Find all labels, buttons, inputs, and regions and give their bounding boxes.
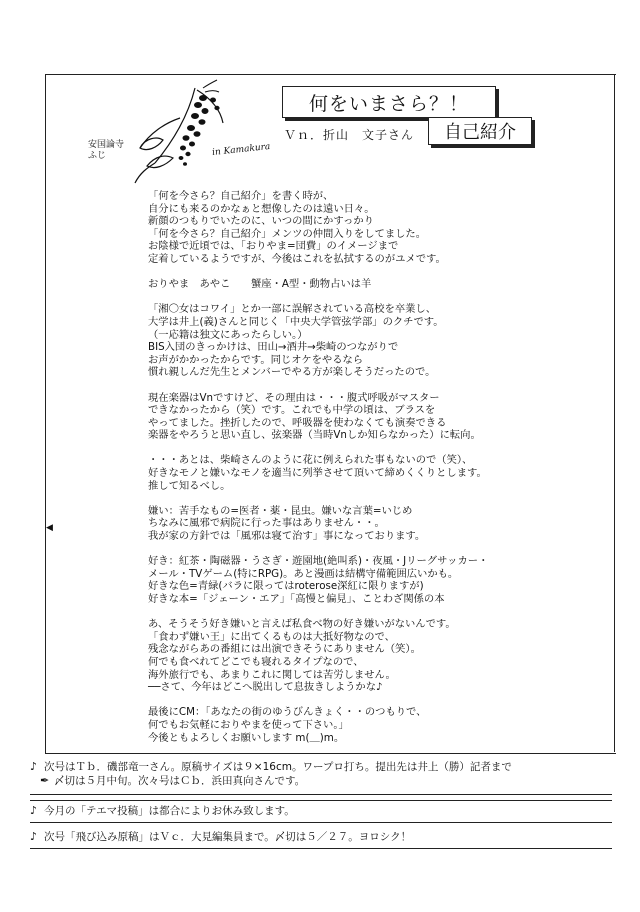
body-paragraph [148,190,608,266]
body-paragraph [148,555,608,605]
body-paragraph [148,618,608,694]
body-line: ・・・あとは、柴崎さんのように花に例えられた事もないので（笑）、 [148,454,473,467]
body-line: 定着しているようですが、今後はこれを払拭するのがユメです。 [148,252,446,265]
title-line1: 何をいまさら？！ [308,92,469,115]
body-line: できなかったから（笑）です。これでも中学の頃は、ブラスを [148,404,436,417]
body-line: あ、そうそう好き嫌いと言えば私食べ物の好き嫌いがないんです。 [148,618,456,631]
body-line: 好き：紅茶・陶磁器・うさぎ・遊園地(絶叫系)・夜風・Jリーグサッカー・ [148,555,489,568]
body-line: メール・TVゲーム(特にRPG)。あと漫画は結構守備範囲広いかも。 [148,567,459,580]
notice-theme-post [30,800,612,823]
body-line: お声がかかったからです。同じオケをやるなら [148,353,364,366]
body-line: ちなみに風邪で病院に行った事はありません・・。 [148,517,385,530]
notice-next-issue-line1 [30,760,612,774]
body-paragraph [148,392,608,442]
title-box-sub [428,117,532,145]
article-body [148,190,608,757]
body-line: 何でも食べれてどこでも寝れるタイプなので、 [148,655,364,668]
signature-left-line1: 安国論寺 [88,140,125,150]
body-line: 最後にCM：「あなたの街のゆうびんきょく・・のつもりで、 [148,706,427,719]
body-line: やってました。挫折したので、呼吸器を使わなくても演奏できる [148,416,447,429]
title-line2: 自己紹介 [444,122,516,143]
wisteria-illustration [85,78,285,188]
body-line: 好きな本=「ジェーン・エア」「高慢と偏見」、ことわざ関係の本 [148,593,445,605]
signature-right: in Kamakura [211,141,271,159]
body-line: 新顔のつもりでいたのに、いつの間にかすっかり [148,215,374,228]
body-line: （一応籍は独文にあったらしい。） [148,328,308,341]
body-paragraph [148,303,608,379]
side-marker: ◀ [46,523,53,533]
body-line: 「食わず嫌い王」に出てくるものは大抵好物なので、 [148,630,395,643]
pen-icon: ✒ [40,774,50,787]
body-line: 残念ながらあの番組には出演できそうにありません（笑）。 [148,643,421,656]
notice-drop-in-text: 次号「飛び込み原稿」はＶｃ．大見編集員まで。〆切は５／２７。ヨロシク！ [44,831,412,843]
body-line: 楽器をやろうと思い直し、弦楽器（当時Vnしか知らなかった）に転向。 [148,429,481,442]
body-line: 今後ともよろしくお願いします m(＿)m。 [148,731,345,744]
body-line: 何でもお気軽におりやまを使って下さい。」 [148,718,349,731]
body-line: 大学は井上(義)さんと同じく「中央大学管弦学部」のクチです。 [148,315,444,328]
notice-drop-in [30,827,612,849]
body-paragraph [148,278,608,291]
music-note-icon: ♪ [30,804,38,817]
notice-next-issue-text2: 〆切は５月中旬。次々号はＣｂ．浜田真向さんです。 [54,775,306,787]
body-line: 「湘〇女はコワイ」とか一部に誤解されている高校を卒業し、 [148,303,437,316]
body-line: ──さて、今年はどこへ脱出して息抜きしようかな♪ [148,681,383,694]
title-box-main [282,86,496,118]
body-line: 現在楽器はVnですけど、その理由は・・・腹式呼吸がマスター [148,391,440,404]
body-line: 「何を今さら？自己紹介」メンツの仲間入りをしてました。 [148,227,427,240]
music-note-icon: ♪ [30,830,38,843]
body-paragraph [148,505,608,543]
music-note-icon: ♪ [30,760,38,773]
signature-left-line2: ふじ [88,151,107,161]
body-line: 海外旅行でも、あまりこれに関しては苦労しません。 [148,668,396,681]
body-line: 好きなモノと嫌いなモノを適当に列挙させて頂いて締めくくりとします。 [148,467,487,480]
notice-theme-post-text: 今月の「テエマ投稿」は都合によりお休み致します。 [44,805,295,817]
byline: Ｖｎ．折山 文子さん [284,128,415,142]
body-line: おりやま あやこ 蟹座・A型・動物占いは羊 [148,278,372,291]
body-line: 自分にも来るのかなぁと想像したのは遠い日々。 [148,202,375,215]
body-line: 嫌い：苦手なもの=医者・薬・昆虫。嫌いな言葉=いじめ [148,504,413,517]
body-paragraph [148,706,608,744]
body-line: BIS入団のきっかけは、田山→酒井→柴崎のつながりで [148,341,399,354]
body-line: お陰様で近頃では、「おりやま=団費」のイメージまで [148,240,399,253]
signature-left [88,140,124,162]
notice-next-issue-text1: 次号はＴｂ．磯部竜一さん。原稿サイズは９×16cm。ワープロ打ち。提出先は井上（勝）記者まで [44,761,512,773]
body-line: 推して知るべし。 [148,479,231,492]
body-line: 慣れ親しんだ先生とメンバーでやる方が楽しそうだったので。 [148,366,436,379]
body-line: 我が家の方針では「風邪は寝て治す」事になっております。 [148,530,426,543]
body-paragraph [148,454,608,492]
body-line: 「何を今さら？自己紹介」を書く時が、 [148,190,334,202]
notice-next-issue [30,760,612,795]
body-line: 好きな色=青緑(バラに限ってはroterose深紅に限りますが) [148,580,424,593]
notice-next-issue-line2 [30,774,612,788]
article-frame-right-edge [614,74,615,752]
